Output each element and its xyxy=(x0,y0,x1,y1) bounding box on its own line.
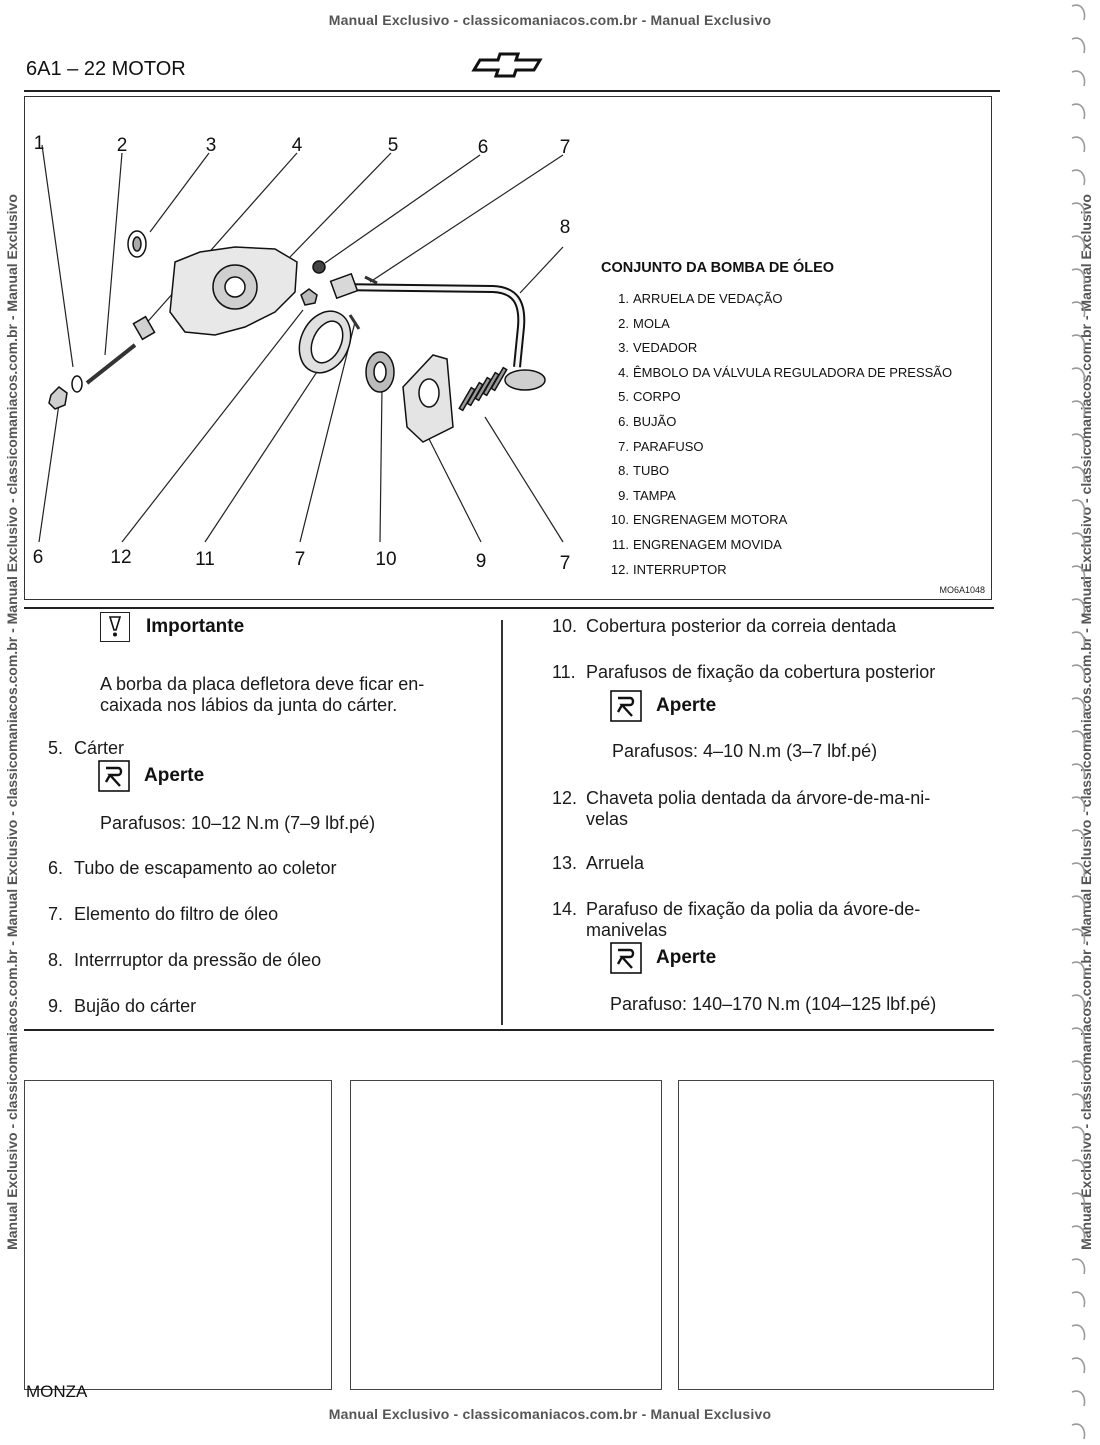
notes-box xyxy=(678,1080,994,1390)
callout-top: 3 xyxy=(205,135,217,156)
binding-ring xyxy=(1072,203,1085,218)
important-label: Importante xyxy=(146,616,245,637)
legend-item: 10. ENGRENAGEM MOTORA xyxy=(610,512,788,528)
binding-ring xyxy=(1072,104,1085,119)
notes-box xyxy=(350,1080,662,1390)
binding-ring xyxy=(1072,335,1085,350)
binding-ring xyxy=(1072,1259,1085,1274)
section-rule xyxy=(24,607,994,609)
watermark-right: Manual Exclusivo - classicomaniacos.com.br - Manual Exclusivo - classicomaniacos.com.br - Manual Exclusivo - classicomaniacos.com.br - Manual Exclusivo xyxy=(1078,194,1094,1250)
important-text: A borba da placa defletora deve ficar en- caixada nos lábios da junta do cárter. xyxy=(100,674,425,715)
list-item-5: 5. Cárter xyxy=(48,738,125,758)
callout-top: 1 xyxy=(33,133,45,154)
binding-ring xyxy=(1072,71,1085,86)
chevrolet-bowtie-icon xyxy=(470,52,546,78)
binding-ring xyxy=(1072,302,1085,317)
binding-ring xyxy=(1072,698,1085,713)
watermark-bottom: Manual Exclusivo - classicomaniacos.com.br - Manual Exclusivo xyxy=(328,1406,772,1422)
binding-ring xyxy=(1072,731,1085,746)
aperte-heading xyxy=(610,690,716,722)
list-item-7: 7. Elemento do filtro de óleo xyxy=(48,904,279,924)
list-item-8: 8. Interrruptor da pressão de óleo xyxy=(48,950,322,970)
legend-item: 1. ARRUELA DE VEDAÇÃO xyxy=(618,291,783,306)
torque-spec: Parafusos: 10–12 N.m (7–9 lbf.pé) xyxy=(100,813,376,833)
binding-ring xyxy=(1072,1391,1085,1406)
callout-top: 5 xyxy=(387,135,399,156)
legend-item: 5. CORPO xyxy=(618,389,681,405)
binding-ring xyxy=(1072,830,1085,845)
oil-pump-figure xyxy=(24,96,992,600)
legend-item: 7. PARAFUSO xyxy=(618,438,704,454)
binding-ring xyxy=(1072,1325,1085,1340)
binding-ring xyxy=(1072,401,1085,416)
binding-ring xyxy=(1072,599,1085,614)
legend-item: 12. INTERRUPTOR xyxy=(610,561,727,577)
notes-box xyxy=(24,1080,332,1390)
binding-ring xyxy=(1072,1292,1085,1307)
callout-bottom: 6 xyxy=(32,547,44,568)
legend-list xyxy=(601,291,952,586)
binding-ring xyxy=(1072,1226,1085,1241)
binding-ring xyxy=(1072,665,1085,680)
binding-ring xyxy=(1072,533,1085,548)
legend-item: 8. TUBO xyxy=(618,463,670,479)
binding-ring xyxy=(1072,236,1085,251)
torque-wrench-icon xyxy=(610,942,642,974)
exclamation-icon xyxy=(100,612,130,642)
binding-ring xyxy=(1072,1358,1085,1373)
binding-ring xyxy=(1072,368,1085,383)
callout-bottom: 9 xyxy=(475,551,487,572)
binding-ring xyxy=(1072,1127,1085,1142)
callout-top: 7 xyxy=(559,137,571,158)
binding-ring xyxy=(1072,1028,1085,1043)
binding-ring xyxy=(1072,1094,1085,1109)
callout-bottom: 12 xyxy=(110,547,132,568)
binding-ring xyxy=(1072,1193,1085,1208)
binding-ring xyxy=(1072,962,1085,977)
callout-bottom: 7 xyxy=(294,549,306,570)
watermark-top: Manual Exclusivo - classicomaniacos.com.br - Manual Exclusivo xyxy=(328,12,772,28)
list-item-13: 13. Arruela xyxy=(552,853,645,873)
callout-top: 6 xyxy=(477,137,489,158)
watermark-left: Manual Exclusivo - classicomaniacos.com.br - Manual Exclusivo - classicomaniacos.com.br - Manual Exclusivo - classicomaniacos.com.br - Manual Exclusivo xyxy=(4,194,20,1250)
binding-ring xyxy=(1072,1160,1085,1175)
binding-ring xyxy=(1072,632,1085,647)
list-item-12: 12. Chaveta polia dentada da árvore-de-ma-ni- velas xyxy=(552,788,931,829)
callout-top: 8 xyxy=(559,217,571,238)
list-item-11: 11. Parafusos de fixação da cobertura posterior xyxy=(552,662,936,682)
callout-top: 2 xyxy=(116,135,128,156)
list-item-10: 10. Cobertura posterior da correia dentada xyxy=(552,616,897,636)
binding-ring xyxy=(1072,38,1085,53)
binding-ring xyxy=(1072,1424,1085,1439)
list-item-6: 6. Tubo de escapamento ao coletor xyxy=(48,858,337,878)
important-heading xyxy=(100,612,244,642)
binding-ring xyxy=(1072,137,1085,152)
binding-ring xyxy=(1072,1061,1085,1076)
binding-ring xyxy=(1072,5,1085,20)
aperte-label: Aperte xyxy=(656,695,717,716)
aperte-label: Aperte xyxy=(144,765,205,786)
figure-code: MO6A1048 xyxy=(939,585,985,595)
legend-item: 3. VEDADOR xyxy=(618,340,698,356)
binding-ring xyxy=(1072,797,1085,812)
legend-item: 6. BUJÃO xyxy=(618,413,677,429)
spiral-binding xyxy=(1058,0,1100,1445)
binding-ring xyxy=(1072,467,1085,482)
binding-ring xyxy=(1072,929,1085,944)
section-rule xyxy=(24,1029,994,1031)
header-rule xyxy=(24,90,1000,92)
torque-wrench-icon xyxy=(98,760,130,792)
legend-title: CONJUNTO DA BOMBA DE ÓLEO xyxy=(601,260,835,276)
binding-ring xyxy=(1072,995,1085,1010)
binding-ring xyxy=(1072,170,1085,185)
aperte-heading xyxy=(610,942,716,974)
aperte-heading xyxy=(98,760,204,792)
list-item-14: 14. Parafuso de fixação da polia da ávore-de- manivelas xyxy=(552,899,921,940)
aperte-label: Aperte xyxy=(656,947,717,968)
callout-top: 4 xyxy=(291,135,303,156)
binding-ring xyxy=(1072,896,1085,911)
binding-ring xyxy=(1072,863,1085,878)
callout-bottom: 10 xyxy=(375,549,397,570)
callout-bottom: 7 xyxy=(559,553,571,574)
binding-ring xyxy=(1072,500,1085,515)
legend-item: 2. MOLA xyxy=(618,315,670,331)
callout-bottom: 11 xyxy=(195,549,215,570)
binding-ring xyxy=(1072,269,1085,284)
binding-ring xyxy=(1072,566,1085,581)
column-divider xyxy=(501,620,503,1025)
torque-spec: Parafusos: 4–10 N.m (3–7 lbf.pé) xyxy=(612,741,878,761)
footer-model: MONZA xyxy=(26,1382,88,1401)
binding-ring xyxy=(1072,764,1085,779)
torque-spec: Parafuso: 140–170 N.m (104–125 lbf.pé) xyxy=(610,994,937,1014)
torque-wrench-icon xyxy=(610,690,642,722)
legend-item: 4. ÊMBOLO DA VÁLVULA REGULADORA DE PRESSÃO xyxy=(618,364,953,380)
legend-item: 9. TAMPA xyxy=(618,487,676,503)
section-header: 6A1 – 22 MOTOR xyxy=(26,58,186,80)
binding-ring xyxy=(1072,434,1085,449)
legend-item: 11. ENGRENAGEM MOVIDA xyxy=(611,536,782,552)
list-item-9: 9. Bujão do cárter xyxy=(48,996,197,1016)
